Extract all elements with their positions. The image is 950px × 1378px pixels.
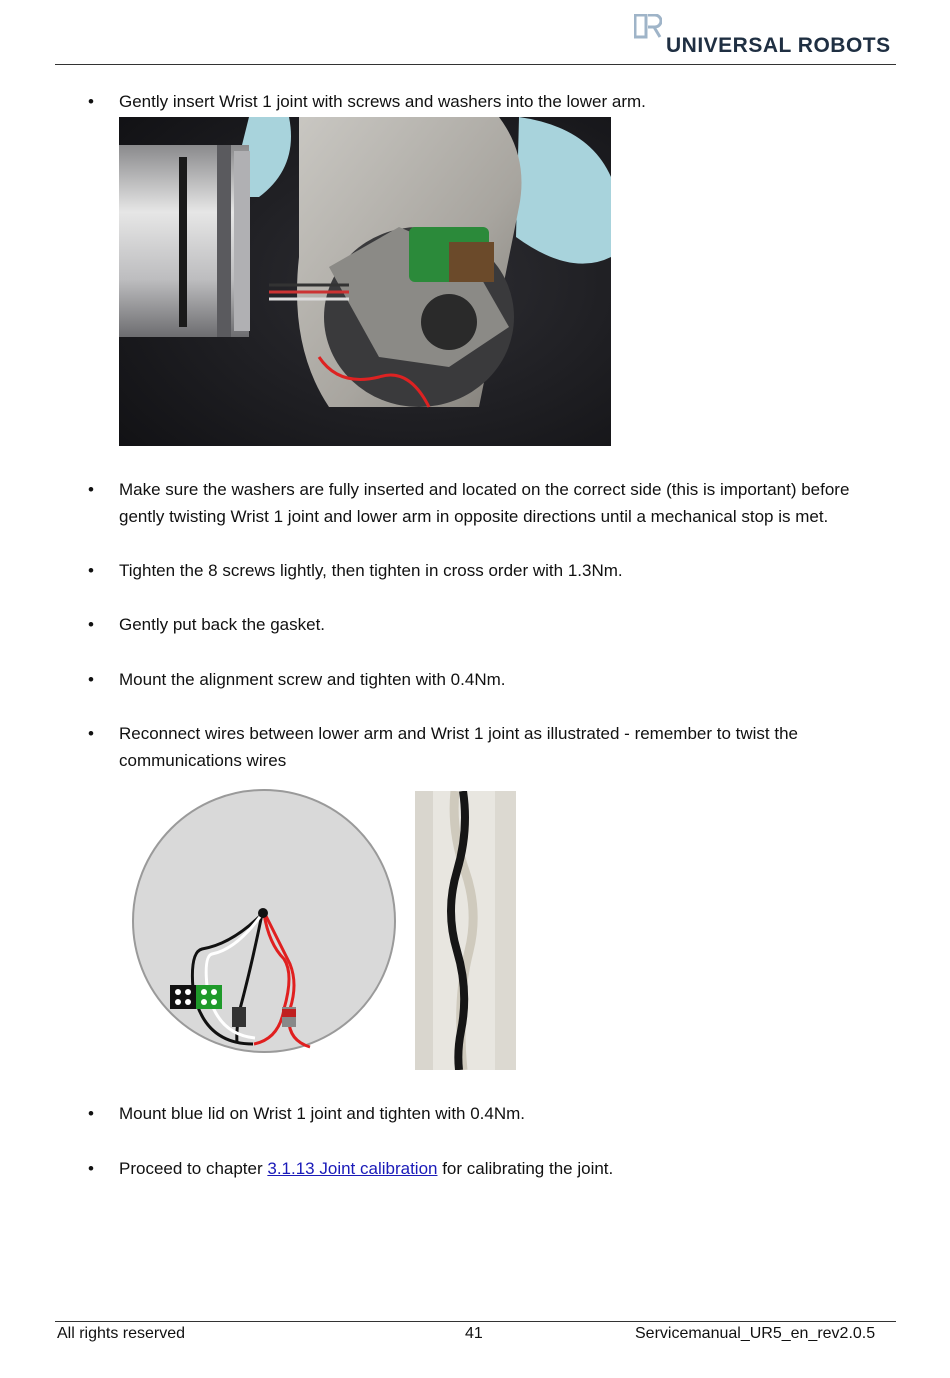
header-divider — [55, 64, 896, 65]
logo-brand-text: UNIVERSAL ROBOTS — [666, 34, 891, 57]
ur-logo-mark-icon — [634, 14, 662, 44]
bullet-marker: • — [88, 1159, 94, 1178]
step-text: Make sure the washers are fully inserted and located on the correct side (this is important) before gently twisting Wrist 1 joint and lower arm in opposite directions until a mechanical stop is met. — [119, 480, 850, 526]
step-text: Gently put back the gasket. — [119, 615, 326, 634]
step-text — [119, 1155, 889, 1182]
step-text-after-link: for calibrating the joint. — [437, 1159, 614, 1178]
joint-calibration-link[interactable]: 3.1.13 Joint calibration — [267, 1159, 438, 1178]
step-text: Gently insert Wrist 1 joint with screws and washers into the lower arm. — [119, 92, 646, 111]
step-text-before-link: Proceed to chapter — [119, 1159, 268, 1178]
footer-divider — [55, 1321, 896, 1322]
bullet-marker: • — [88, 561, 94, 580]
bullet-marker: • — [88, 724, 94, 743]
twisted-wires-photo — [415, 791, 516, 1070]
wiring-diagram — [128, 785, 400, 1057]
wrist-joint-insertion-photo — [119, 117, 611, 446]
footer-rights: All rights reserved — [57, 1325, 186, 1342]
step-text: Tighten the 8 screws lightly, then tighten in cross order with 1.3Nm. — [119, 561, 623, 580]
footer-document-id: Servicemanual_UR5_en_rev2.0.5 — [635, 1325, 876, 1342]
step-text: Mount the alignment screw and tighten with 0.4Nm. — [119, 670, 506, 689]
bullet-marker: • — [88, 92, 94, 111]
footer-page-number: 41 — [465, 1325, 483, 1342]
bullet-marker: • — [88, 1104, 94, 1123]
bullet-marker: • — [88, 670, 94, 689]
step-text: Mount blue lid on Wrist 1 joint and tighten with 0.4Nm. — [119, 1104, 526, 1123]
bullet-marker: • — [88, 615, 94, 634]
universal-robots-logo — [634, 12, 894, 60]
bullet-marker: • — [88, 480, 94, 499]
step-text: Reconnect wires between lower arm and Wrist 1 joint as illustrated - remember to twist the communications wires — [119, 724, 799, 770]
